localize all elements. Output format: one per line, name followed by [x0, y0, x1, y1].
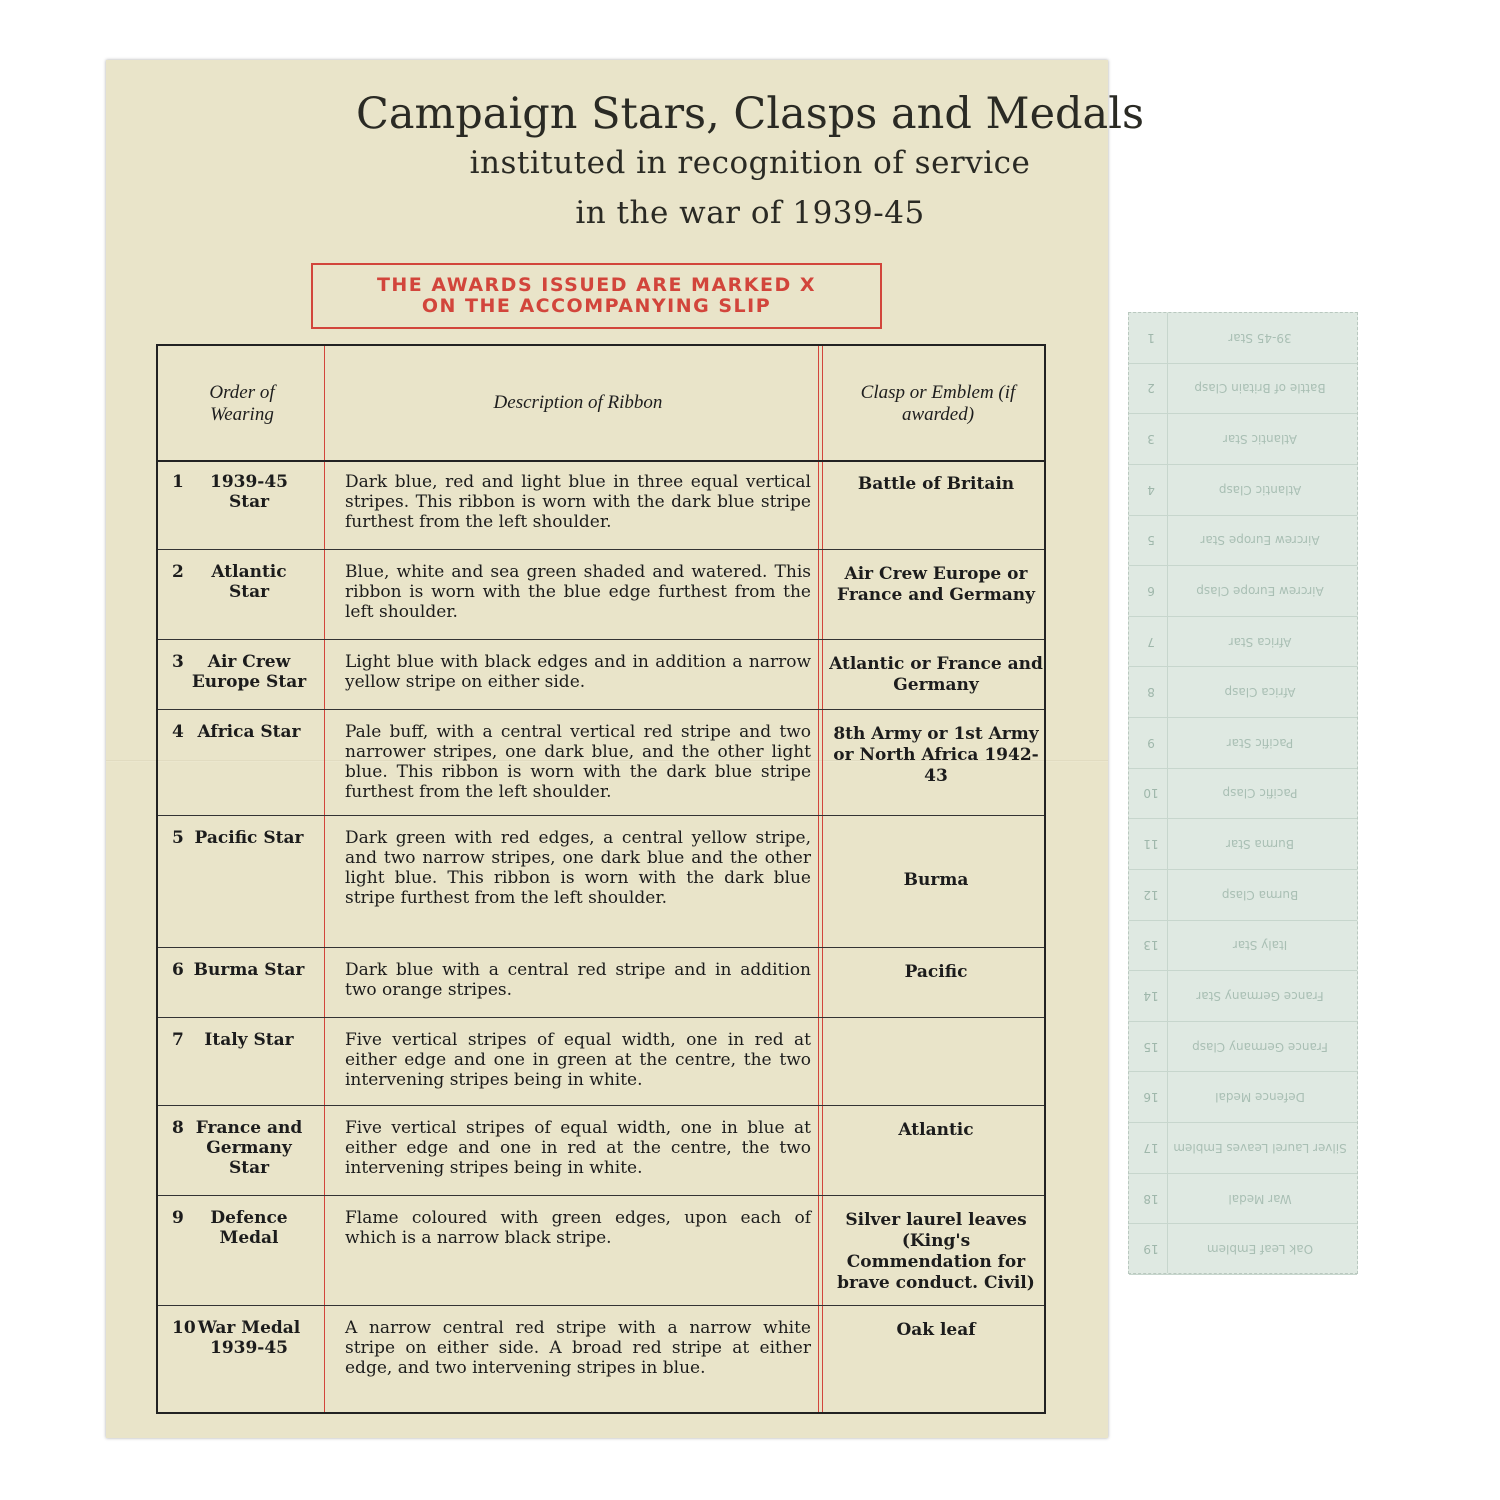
slip-item-label: Atlantic Star [1222, 432, 1298, 447]
accompanying-slip [1128, 312, 1358, 1274]
slip-item-number: 13 [1143, 938, 1159, 953]
slip-item-number: 17 [1143, 1140, 1159, 1155]
ribbon-description: Light blue with black edges and in addition a narrow yellow stripe on either side. [345, 652, 811, 692]
table-row [158, 1306, 1044, 1412]
slip-item-label: Oak Leaf Emblem [1206, 1242, 1314, 1257]
slip-item-label: Aircrew Europe Clasp [1196, 583, 1324, 598]
slip-item-number: 16 [1143, 1090, 1159, 1105]
table-row [158, 816, 1044, 948]
slip-item-number: 10 [1143, 786, 1159, 801]
slip-item-label: Burma Clasp [1221, 887, 1299, 902]
slip-item-label: France Germany Star [1196, 989, 1324, 1004]
slip-item [1129, 1123, 1357, 1174]
header-description: Description of Ribbon [493, 392, 663, 413]
notice-line-2: ON THE ACCOMPANYING SLIP [421, 295, 772, 317]
clasp-cell: Atlantic or France and Germany [829, 654, 1043, 695]
slip-item [1129, 971, 1357, 1022]
award-name: Pacific Star [194, 828, 304, 848]
order-number: 3 [172, 652, 184, 672]
clasp-cell: Air Crew Europe or France and Germany [837, 564, 1035, 605]
clasp-cell: Oak leaf [896, 1320, 976, 1340]
document-title-block [0, 90, 1500, 238]
clasp-cell: Burma [903, 870, 969, 890]
slip-item [1129, 819, 1357, 870]
table-row [158, 1018, 1044, 1106]
order-number: 10 [172, 1318, 196, 1338]
slip-item-number: 7 [1147, 634, 1155, 649]
award-name: Africa Star [197, 722, 301, 742]
slip-item-label: Pacific Star [1226, 735, 1294, 750]
document-title: Campaign Stars, Clasps and Medals [355, 89, 1145, 139]
slip-item-number: 12 [1143, 887, 1159, 902]
slip-item [1129, 1174, 1357, 1225]
slip-item-label: Italy Star [1232, 938, 1288, 953]
table-row [158, 640, 1044, 710]
slip-item-number: 19 [1143, 1242, 1159, 1257]
slip-item [1129, 617, 1357, 668]
order-number: 8 [172, 1118, 184, 1138]
slip-item [1129, 364, 1357, 415]
slip-item-label: Pacific Clasp [1222, 786, 1298, 801]
awards-table [156, 344, 1046, 1414]
award-name: Defence Medal [210, 1208, 288, 1248]
slip-item [1129, 1224, 1357, 1275]
table-row [158, 550, 1044, 640]
slip-item-label: Africa Clasp [1224, 685, 1296, 700]
clasp-cell: Atlantic [898, 1120, 974, 1140]
slip-item [1129, 465, 1357, 516]
slip-item-number: 4 [1147, 482, 1155, 497]
document-subtitle-1: instituted in recognition of service [469, 145, 1031, 181]
award-name: France and Germany Star [195, 1118, 303, 1178]
table-row [158, 710, 1044, 816]
ribbon-description: Dark blue, red and light blue in three equal vertical stripes. This ribbon is worn with the dark blue stripe furthest from the left shoulder. [345, 472, 811, 532]
slip-item-label: Burma Star [1225, 837, 1295, 852]
slip-item [1129, 667, 1357, 718]
ribbon-description: Flame coloured with green edges, upon each of which is a narrow black stripe. [345, 1208, 811, 1248]
ribbon-description: Five vertical stripes of equal width, one in blue at either edge and one in red at the centre, the two intervening stripes being in white. [345, 1118, 811, 1178]
slip-item [1129, 718, 1357, 769]
ribbon-description: Five vertical stripes of equal width, one in red at either edge and one in green at the centre, the two intervening stripes being in white. [345, 1030, 811, 1090]
order-number: 9 [172, 1208, 184, 1228]
award-name: Atlantic Star [211, 562, 287, 602]
award-name: Burma Star [193, 960, 305, 980]
slip-item-number: 18 [1143, 1191, 1159, 1206]
slip-item-number: 3 [1147, 432, 1155, 447]
slip-item-label: Silver Laurel Leaves Emblem [1173, 1140, 1347, 1155]
clasp-cell: Silver laurel leaves (King's Commendation for brave conduct. Civil) [837, 1210, 1035, 1293]
order-number: 4 [172, 722, 184, 742]
slip-item-number: 5 [1147, 533, 1155, 548]
award-name: Air Crew Europe Star [191, 652, 307, 692]
ribbon-description: Blue, white and sea green shaded and watered. This ribbon is worn with the blue edge furthest from the left shoulder. [345, 562, 811, 622]
ribbon-description: Dark green with red edges, a central yellow stripe, and two narrow stripes, one dark blue and the other light blue. This ribbon is worn with the dark blue stripe furthest from the left shoulder. [345, 828, 811, 908]
clasp-cell: 8th Army or 1st Army or North Africa 1942-43 [833, 724, 1039, 786]
order-number: 2 [172, 562, 184, 582]
clasp-cell: Battle of Britain [857, 474, 1015, 494]
table-header [158, 346, 1044, 462]
slip-item-label: Atlantic Clasp [1218, 482, 1302, 497]
slip-item [1129, 1022, 1357, 1073]
slip-item [1129, 414, 1357, 465]
order-number: 5 [172, 828, 184, 848]
slip-item-label: Battle of Britain Clasp [1194, 381, 1326, 396]
slip-item-number: 11 [1143, 837, 1159, 852]
award-name: War Medal 1939-45 [197, 1318, 301, 1358]
order-number: 6 [172, 960, 184, 980]
slip-item-number: 15 [1143, 1039, 1159, 1054]
header-clasp: Clasp or Emblem (if awarded) [860, 382, 1016, 425]
table-row [158, 460, 1044, 550]
ribbon-description: Dark blue with a central red stripe and in addition two orange stripes. [345, 960, 811, 1000]
slip-item-number: 1 [1147, 330, 1155, 345]
slip-item [1129, 769, 1357, 820]
slip-item [1129, 1072, 1357, 1123]
ribbon-description: A narrow central red stripe with a narrow white stripe on either side. A broad red stripe at either edge, and two intervening stripes in blue. [345, 1318, 811, 1378]
award-name: 1939-45 Star [209, 472, 289, 512]
clasp-cell: Pacific [904, 962, 968, 982]
notice-box [311, 263, 882, 329]
table-row [158, 948, 1044, 1018]
notice-line-1: THE AWARDS ISSUED ARE MARKED X [376, 274, 817, 296]
slip-item-number: 8 [1147, 685, 1155, 700]
slip-item-label: France Germany Clasp [1192, 1039, 1328, 1054]
order-number: 1 [172, 472, 184, 492]
slip-item-label: Africa Star [1228, 634, 1292, 649]
document-subtitle-2: in the war of 1939-45 [575, 195, 925, 231]
slip-item-label: Defence Medal [1215, 1090, 1305, 1105]
slip-item [1129, 870, 1357, 921]
award-name: Italy Star [204, 1030, 294, 1050]
slip-item [1129, 313, 1357, 364]
slip-item [1129, 921, 1357, 972]
slip-item-label: Aircrew Europe Star [1200, 533, 1320, 548]
slip-item-number: 9 [1147, 735, 1155, 750]
slip-item [1129, 516, 1357, 567]
slip-item-number: 2 [1147, 381, 1155, 396]
slip-item-label: War Medal [1228, 1191, 1292, 1206]
slip-item-number: 6 [1147, 583, 1155, 598]
table-row [158, 1106, 1044, 1196]
ribbon-description: Pale buff, with a central vertical red stripe and two narrower stripes, one dark blue, and the other light blue. This ribbon is worn with the dark blue stripe furthest from the left shoulder. [345, 722, 811, 802]
slip-item [1129, 566, 1357, 617]
header-order: Order of Wearing [209, 382, 275, 425]
slip-item-number: 14 [1143, 989, 1159, 1004]
order-number: 7 [172, 1030, 184, 1050]
slip-item-label: 39-45 Star [1228, 330, 1292, 345]
table-row [158, 1196, 1044, 1306]
